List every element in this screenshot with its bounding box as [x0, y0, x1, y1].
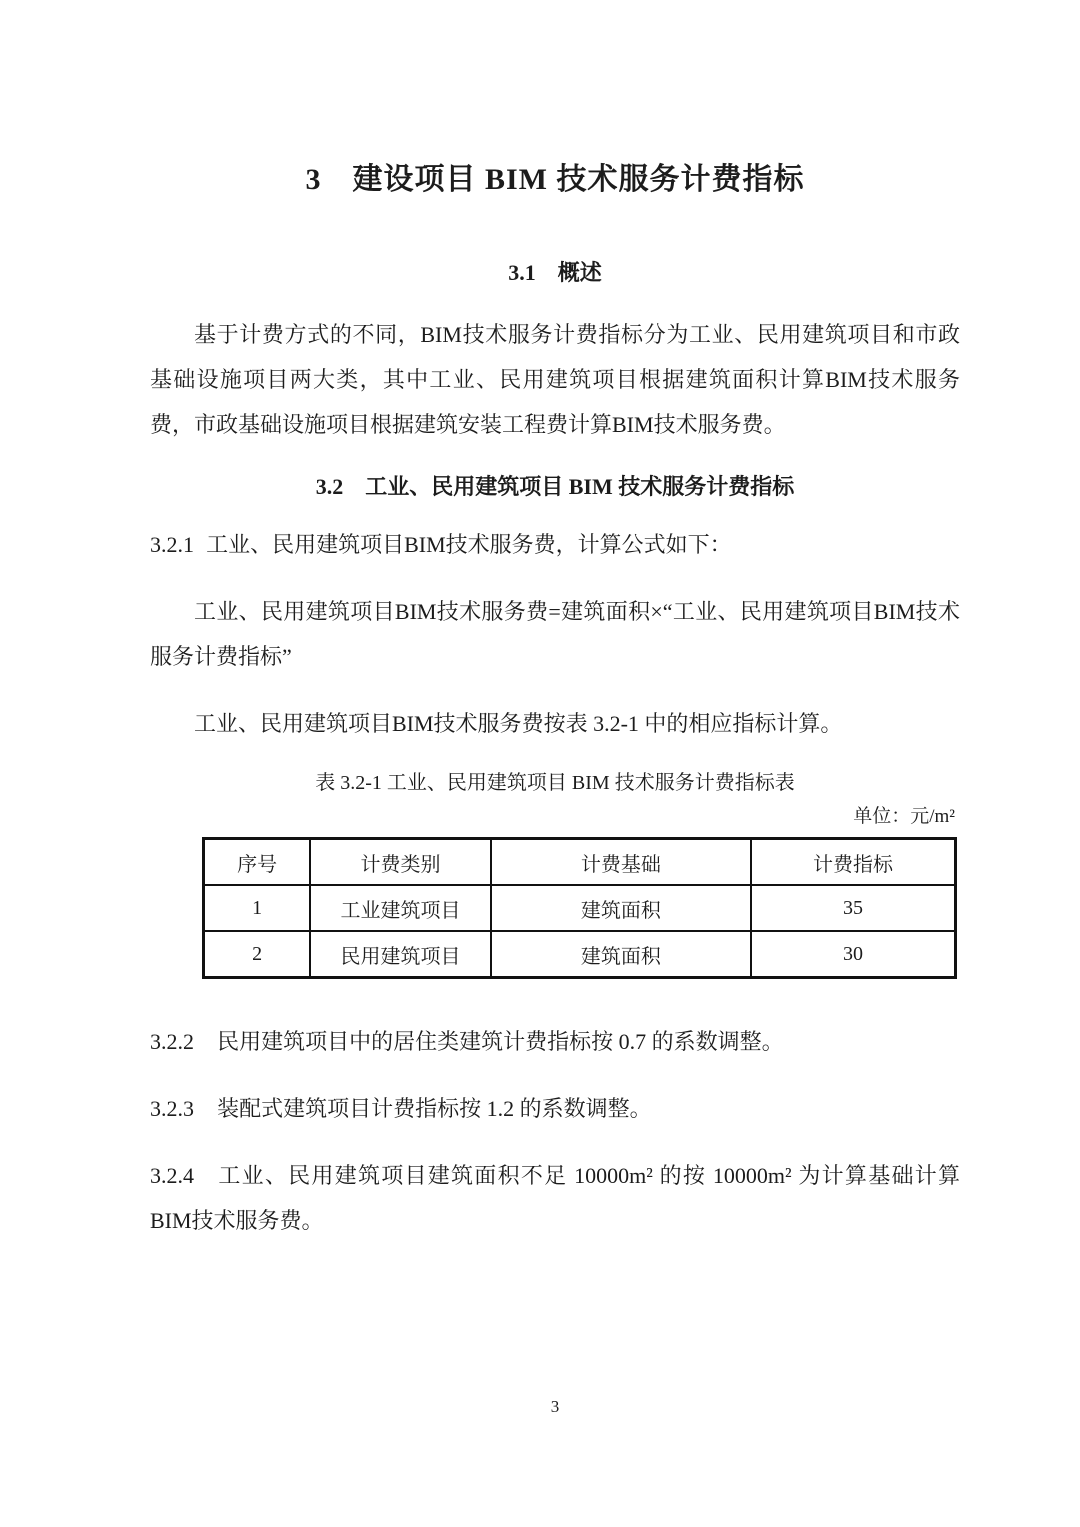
formula-paragraph: 工业、民用建筑项目BIM技术服务费=建筑面积×“工业、民用建筑项目BIM技术服务计费指标”: [150, 599, 960, 669]
clause-3-2-3-number: 3.2.3: [150, 1096, 194, 1121]
clause-3-2-1: [150, 522, 960, 567]
cell-basis: 建筑面积: [491, 931, 751, 978]
cell-category: 民用建筑项目: [310, 931, 490, 978]
cell-index: 35: [751, 885, 956, 931]
clause-3-2-4: [150, 1153, 960, 1243]
clause-3-2-4-text: 工业、民用建筑项目建筑面积不足 10000m² 的按 10000m² 为计算基础计算BIM技术服务费。: [150, 1163, 960, 1233]
clause-3-2-2-text: 民用建筑项目中的居住类建筑计费指标按 0.7 的系数调整。: [217, 1029, 784, 1054]
clause-3-2-1-number: 3.2.1: [150, 532, 194, 557]
section-3-1-heading: 3.1 概述: [508, 260, 602, 285]
clause-3-2-3: [150, 1086, 960, 1131]
clause-3-2-3-text: 装配式建筑项目计费指标按 1.2 的系数调整。: [217, 1096, 652, 1121]
fee-index-table: [202, 837, 957, 979]
table-caption: 表 3.2-1 工业、民用建筑项目 BIM 技术服务计费指标表: [315, 772, 795, 794]
section-3-2-heading: 3.2 工业、民用建筑项目 BIM 技术服务计费指标: [315, 474, 795, 499]
chapter-title: 3 建设项目 BIM 技术服务计费指标: [305, 163, 805, 196]
table-header-row: [204, 839, 956, 886]
table-header-cell-serial: 序号: [204, 839, 311, 886]
cell-basis: 建筑面积: [491, 885, 751, 931]
cell-index: 30: [751, 931, 956, 978]
unit-label: 单位：元/m²: [853, 806, 955, 827]
table-row: [204, 885, 956, 931]
cell-serial: 1: [204, 885, 311, 931]
overview-paragraph: 基于计费方式的不同，BIM技术服务计费指标分为工业、民用建筑项目和市政基础设施项目两大类，其中工业、民用建筑项目根据建筑面积计算BIM技术服务费，市政基础设施项目根据建筑安装工程费计算BIM技术服务费。: [150, 322, 960, 437]
clause-3-2-1-text: 工业、民用建筑项目BIM技术服务费，计算公式如下：: [206, 532, 732, 557]
cell-category: 工业建筑项目: [310, 885, 490, 931]
clause-3-2-2-number: 3.2.2: [150, 1029, 194, 1054]
clause-3-2-4-number: 3.2.4: [150, 1163, 194, 1188]
table-reference-paragraph: 工业、民用建筑项目BIM技术服务费按表 3.2-1 中的相应指标计算。: [194, 711, 843, 736]
table-header-cell-category: 计费类别: [310, 839, 490, 886]
table-header-cell-index: 计费指标: [751, 839, 956, 886]
table-header-cell-basis: 计费基础: [491, 839, 751, 886]
cell-serial: 2: [204, 931, 311, 978]
page-content: [150, 0, 960, 1243]
table-row: [204, 931, 956, 978]
clause-3-2-2: [150, 1019, 960, 1064]
page-number: 3: [550, 1397, 560, 1416]
